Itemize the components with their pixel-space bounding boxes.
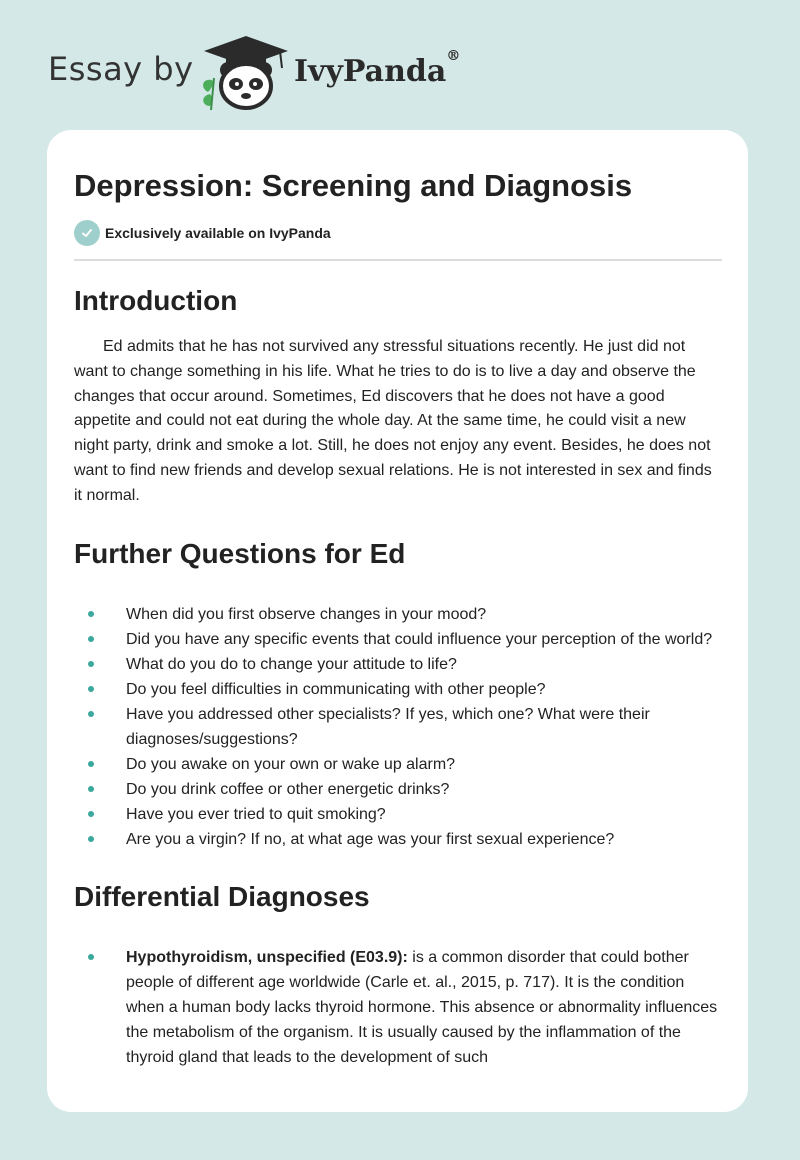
introduction-paragraph: Ed admits that he has not survived any stressful situations recently. He just did not want to change something in his life. What he tries to do is to live a day and observe the changes that occur around. Sometimes, Ed discovers that he does not have a good appetite and could not eat during the whole day. At the same time, he could visit a new night party, drink and smoke a lot. Still, he does not enjoy any event. Besides, he does not want to find new friends and develop sexual relations. He is not interested in sex and finds it normal.: [74, 338, 712, 504]
list-item: Did you have any specific events that could influence your perception of the world?: [74, 627, 722, 652]
questions-list: [74, 602, 722, 852]
bullet-icon: [88, 611, 94, 617]
bullet-icon: [88, 836, 94, 842]
section-heading-introduction: Introduction: [74, 285, 238, 316]
section-heading-differential-diagnoses: Differential Diagnoses: [74, 880, 370, 912]
exclusive-badge: [74, 220, 722, 246]
bullet-icon: [88, 811, 94, 817]
page-title: Depression: Screening and Diagnosis: [74, 168, 633, 203]
essay-by-label: Essay by: [48, 50, 194, 88]
panda-graduate-icon[interactable]: [198, 34, 294, 112]
bullet-icon: [88, 636, 94, 642]
list-item: [74, 945, 722, 1070]
bullet-icon: [88, 761, 94, 767]
exclusive-badge-text: Exclusively available on IvyPanda: [105, 225, 331, 241]
bullet-icon: [88, 786, 94, 792]
list-item: Do you awake on your own or wake up alarm?: [74, 752, 722, 777]
list-item: Have you ever tried to quit smoking?: [74, 802, 722, 827]
diagnosis-text: is a common disorder that could bother people of different age worldwide (Carle et. al., 2015, p. 717). It is the condition when a human body lacks thyroid hormone. This absence or abnormality influences the metabolism of the organism. It is usually caused by the inflammation of the thyroid gland that leads to the development of such: [126, 948, 718, 1066]
list-item: Are you a virgin? If no, at what age was your first sexual experience?: [74, 827, 722, 852]
list-item: Do you feel difficulties in communicating with other people?: [74, 677, 722, 702]
ivypanda-logo-text[interactable]: IvyPanda®: [294, 48, 461, 89]
section-heading-further-questions: Further Questions for Ed: [74, 537, 406, 569]
list-item: Do you drink coffee or other energetic drinks?: [74, 777, 722, 802]
bullet-icon: [88, 661, 94, 667]
site-header: [0, 0, 800, 125]
check-circle-icon: [74, 220, 100, 246]
diagnosis-term: Hypothyroidism, unspecified (E03.9):: [126, 948, 408, 966]
title-divider: [74, 259, 722, 261]
list-item: When did you first observe changes in your mood?: [74, 602, 722, 627]
bullet-icon: [88, 711, 94, 717]
list-item: What do you do to change your attitude to life?: [74, 652, 722, 677]
bullet-icon: [88, 954, 94, 960]
bullet-icon: [88, 686, 94, 692]
diagnoses-list: [74, 945, 722, 1070]
essay-card: [47, 130, 748, 1112]
list-item: Have you addressed other specialists? If yes, which one? What were their diagnoses/suggestions?: [74, 702, 722, 752]
